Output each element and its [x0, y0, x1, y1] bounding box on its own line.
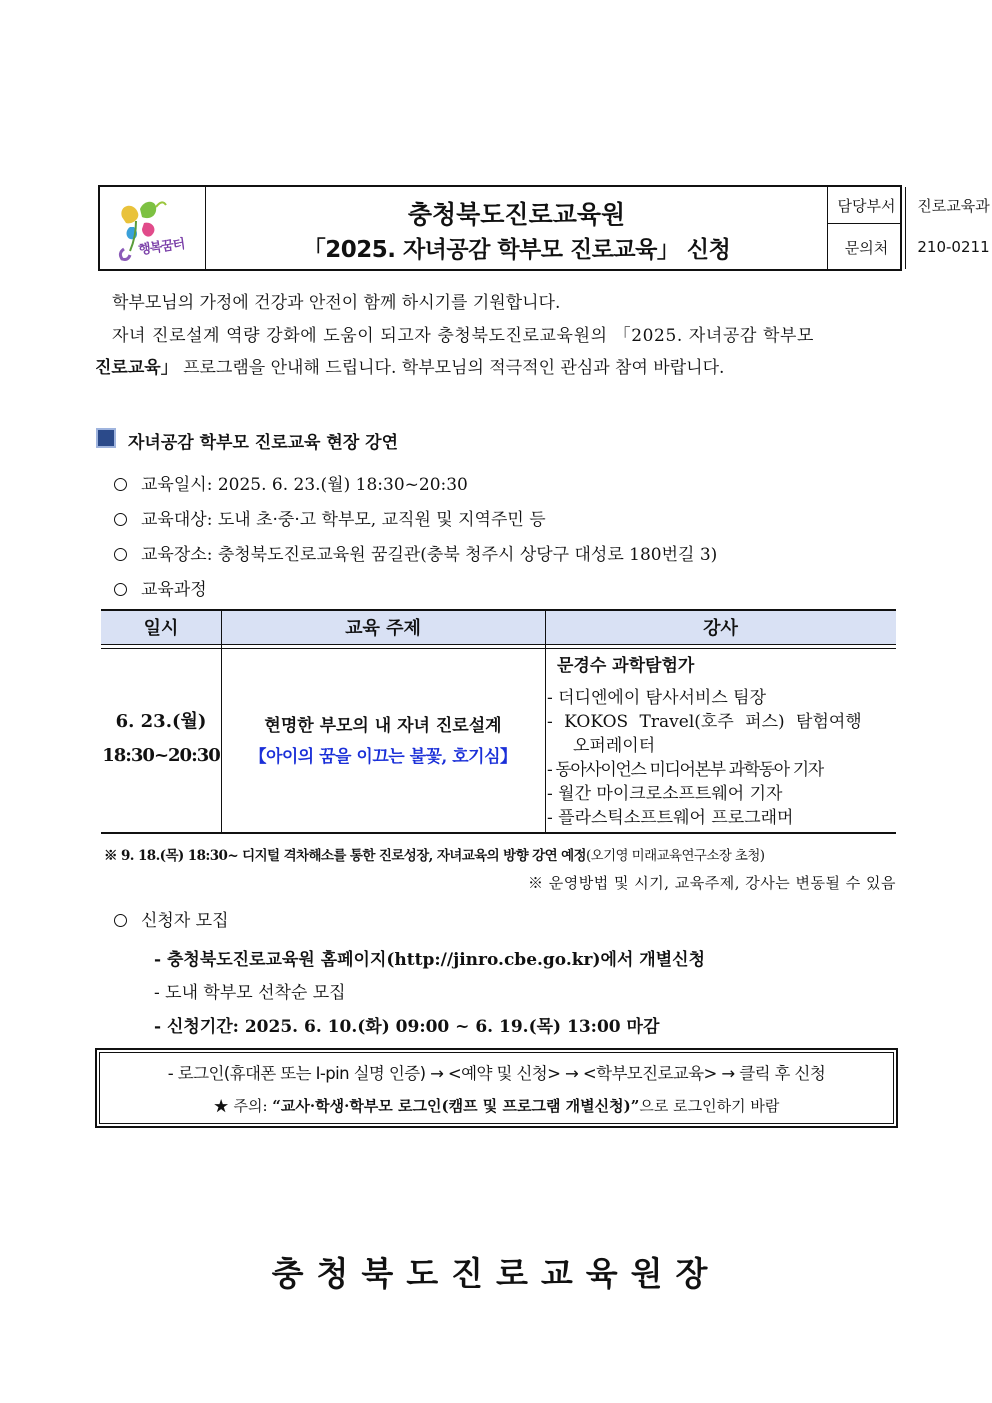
table-date: 6. 23.(월) — [115, 711, 207, 732]
lecturer-name: 문경수 과학탐험가 — [557, 656, 695, 676]
lecturer-career-1: - 더디엔에이 탐사서비스 팀장 — [547, 688, 767, 708]
bullet-date: 교육일시: 2025. 6. 23.(월) 18:30~20:30 — [114, 470, 468, 495]
table-bottom-border — [101, 832, 896, 834]
intro-line-3 — [95, 352, 895, 384]
dept-label: 담당부서 — [837, 196, 896, 215]
column-divider — [545, 609, 546, 834]
lecturer-career-3: - 동아사이언스 미디어본부 과학동아 기자 — [547, 760, 823, 780]
dept-value: 진로교육과 — [917, 196, 990, 215]
star-icon: ★ — [213, 1097, 229, 1115]
intro-line-1: 학부모님의 가정에 건강과 안전이 함께 하시기를 기원합니다. — [112, 293, 561, 313]
signature: 충청북도진로교육원장 — [271, 1254, 721, 1293]
table-time: 18:30~20:30 — [102, 745, 220, 766]
note-upcoming-lecture: ※ 9. 18.(목) 18:30~ 디지털 격차해소를 통한 진로성장, 자녀교육의 방향 강연 예정(오기영 미래교육연구소장 초청) — [104, 848, 765, 864]
recruit-period: - 신청기간: 2025. 6. 10.(화) 09:00 ~ 6. 19.(목) 13:00 마감 — [154, 1017, 660, 1037]
application-steps: - 로그인(휴대폰 또는 I-pin 실명 인증) → <예약 및 신청> → <학부모진로교육> → 클릭 후 신청 — [167, 1064, 826, 1083]
circle-bullet-icon — [114, 583, 127, 596]
circle-bullet-icon — [114, 914, 127, 927]
bullet-target: 교육대상: 도내 초·중·고 학부모, 교직원 및 지역주민 등 — [114, 505, 546, 530]
contact-value: 210-0211 — [917, 238, 990, 256]
logo-icon — [100, 187, 206, 271]
institution-title: 충청북도진로교육원 — [407, 200, 626, 229]
table-subtopic: 【아이의 꿈을 이끄는 불꽃, 호기심】 — [249, 747, 517, 767]
header-lecturer: 강사 — [703, 618, 738, 639]
note-change-notice: ※ 운영방법 및 시기, 교육주제, 강사는 변동될 수 있음 — [528, 874, 896, 892]
title-cell — [206, 187, 828, 269]
header-datetime: 일시 — [143, 618, 179, 639]
document-header — [98, 185, 990, 271]
section-square-icon — [96, 428, 116, 448]
document-title: 「2025. 자녀공감 학부모 진로교육」 신청 — [302, 237, 731, 263]
intro-line-2: 자녀 진로설계 역량 강화에 도움이 되고자 충청북도진로교육원의 「2025. 자녀공감 학부모 — [112, 326, 815, 346]
circle-bullet-icon — [114, 513, 127, 526]
schedule-table — [101, 609, 896, 834]
login-caution: ★ 주의: “교사·학생·학부모 로그인(캠프 및 프로그램 개별신청)”으로 로그인하기 바람 — [213, 1097, 780, 1115]
recruit-first-come: - 도내 학부모 선착순 모집 — [154, 983, 346, 1003]
application-guide-box — [95, 1048, 898, 1128]
header-topic: 교육 주제 — [345, 618, 421, 639]
bullet-place: 교육장소: 충청북도진로교육원 꿈길관(충북 청주시 상당구 대성로 180번길 3) — [114, 540, 717, 565]
section-title: 자녀공감 학부모 진로교육 현장 강연 — [128, 433, 399, 453]
recruit-title: 신청자 모집 — [114, 906, 229, 931]
contact-label: 문의처 — [844, 238, 889, 257]
table-topic: 현명한 부모의 내 자녀 진로설계 — [264, 716, 502, 736]
circle-bullet-icon — [114, 478, 127, 491]
logo-cell — [100, 187, 206, 269]
lecturer-career-5: - 플라스틱소프트웨어 프로그래머 — [547, 808, 794, 828]
intro-program-name: 진로교육」 — [95, 358, 178, 378]
lecturer-career-4: - 월간 마이크로소프트웨어 기자 — [547, 784, 783, 804]
logo-text: 행복꿈터 — [137, 236, 186, 259]
lecturer-career-2-cont: 오퍼레이터 — [573, 736, 656, 756]
bullet-course: 교육과정 — [114, 575, 207, 600]
circle-bullet-icon — [114, 548, 127, 561]
recruit-homepage: - 충청북도진로교육원 홈페이지(http://jinro.cbe.go.kr)에서 개별신청 — [154, 950, 705, 970]
lecturer-career-2: - KOKOS Travel(호주 퍼스) 탐험여행 — [547, 712, 862, 732]
intro-line-3-rest: 프로그램을 안내해 드립니다. 학부모님의 적극적인 관심과 참여 바랍니다. — [177, 358, 725, 378]
